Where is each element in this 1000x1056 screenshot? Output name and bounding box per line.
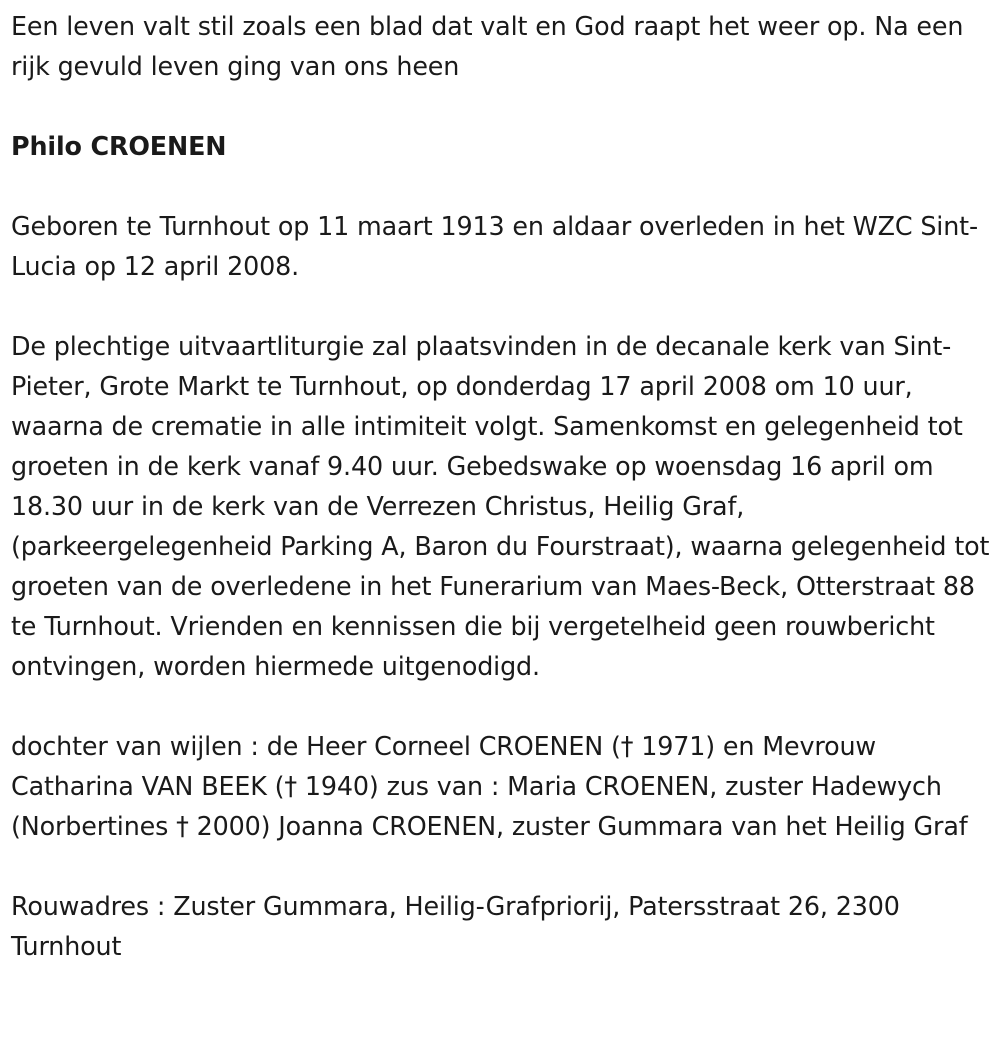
family-text: dochter van wijlen : de Heer Corneel CROENEN († 1971) en Mevrouw Catharina VAN BEEK († 1940) zus van : Maria CROENEN, zuster Hadewych (Norbertines † 2000) Joanna CROENEN, zuster Gummara van het Heilig Graf: [11, 731, 968, 841]
mourning-address-text: Rouwadres : Zuster Gummara, Heilig-Grafpriorij, Patersstraat 26, 2300 Turnhout: [11, 891, 900, 961]
intro-text: Een leven valt stil zoals een blad dat valt en God raapt het weer op. Na een rijk gevuld leven ging van ons heen: [11, 11, 964, 81]
funeral-details-text: De plechtige uitvaartliturgie zal plaatsvinden in de decanale kerk van Sint-Pieter, Grote Markt te Turnhout, op donderdag 17 april 2008 om 10 uur, waarna de crematie in alle intimiteit volgt. Samenkomst en gelegenheid tot groeten in de kerk vanaf 9.40 uur. Gebedswake op woensdag 16 april om 18.30 uur in de kerk van de Verrezen Christus, Heilig Graf, (parkeergelegenheid Parking A, Baron du Fourstraat), waarna gelegenheid tot groeten van de overledene in het Funerarium van Maes-Beck, Otterstraat 88 te Turnhout. Vrienden en kennissen die bij vergetelheid geen rouwbericht ontvingen, worden hiermede uitgenodigd.: [11, 331, 990, 681]
birth-death-text: Geboren te Turnhout op 11 maart 1913 en aldaar overleden in het WZC Sint-Lucia op 12 april 2008.: [11, 211, 978, 281]
deceased-name: Philo CROENEN: [11, 131, 227, 161]
